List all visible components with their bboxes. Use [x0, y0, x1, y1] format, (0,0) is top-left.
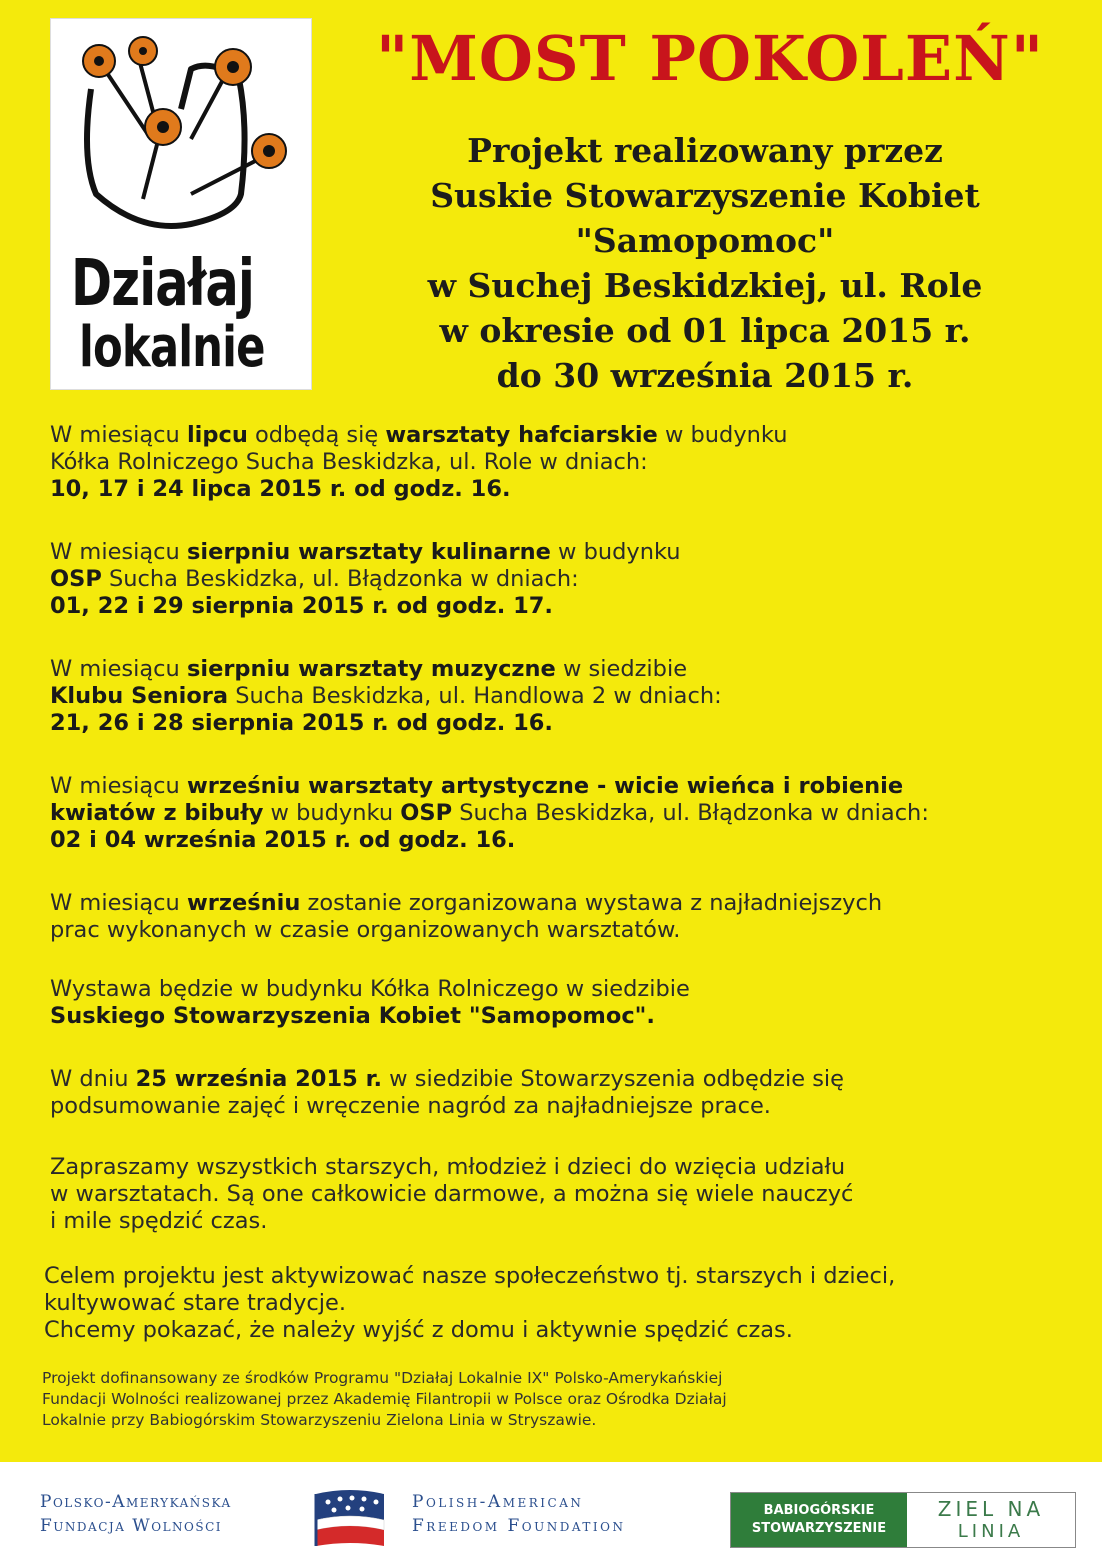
paragraph-line: kultywować stare tradycje. [44, 1290, 347, 1316]
intro-line: w okresie od 01 lipca 2015 r. [439, 311, 971, 350]
paragraph-line: Kółka Rolniczego Sucha Beskidzka, ul. Role w dniach: [50, 449, 648, 475]
paragraph-line: 01, 22 i 29 sierpnia 2015 r. od godz. 17. [50, 593, 553, 619]
paragraph-art-workshop [50, 773, 1080, 854]
logo-text-line1: Działaj [71, 247, 255, 321]
pafw-english-name [412, 1490, 625, 1538]
paragraph-line: Chcemy pokazać, że należy wyjść z domu i aktywnie spędzić czas. [44, 1317, 793, 1343]
pafw-pl-line: Fundacja Wolności [40, 1516, 223, 1536]
sponsor-footer [0, 1462, 1102, 1566]
paragraph-line: prac wykonanych w czasie organizowanych warsztatów. [50, 917, 681, 943]
paragraph-line: Zapraszamy wszystkich starszych, młodzież i dzieci do wzięcia udziału [50, 1154, 846, 1180]
intro-line: w Suchej Beskidzkiej, ul. Role [427, 266, 983, 305]
zl-word: ZIEL NA [937, 1497, 1045, 1521]
paragraph-invitation [50, 1154, 1080, 1235]
paragraph-line: w warsztatach. Są one całkowicie darmowe, a można się wiele nauczyć [50, 1181, 854, 1207]
paragraph-exhibition [50, 890, 1080, 944]
paragraph-line: 02 i 04 września 2015 r. od godz. 16. [50, 827, 516, 853]
intro-line: Projekt realizowany przez [467, 131, 943, 170]
zl-word: LINIA [957, 1521, 1025, 1542]
pafw-polish-name [40, 1490, 232, 1538]
dzialaj-lokalnie-logo [50, 18, 312, 390]
pafw-flag-icon [310, 1484, 390, 1554]
pafw-en-line: Freedom Foundation [412, 1516, 626, 1536]
paragraph-line: Suskiego Stowarzyszenia Kobiet "Samopomoc". [50, 1003, 655, 1029]
logo-text-line2: lokalnie [79, 315, 265, 380]
paragraph-line: podsumowanie zajęć i wręczenie nagród za najładniejsze prace. [50, 1093, 771, 1119]
project-intro [360, 128, 1050, 398]
intro-line: do 30 września 2015 r. [496, 356, 914, 395]
paragraph-line: W miesiącu wrześniu zostanie zorganizowana wystawa z najładniejszych [50, 890, 883, 916]
paragraph-line: Klubu Seniora Sucha Beskidzka, ul. Handlowa 2 w dniach: [50, 683, 722, 709]
funding-line: Fundacji Wolności realizowanej przez Akademię Filantropii w Polsce oraz Ośrodka Działaj [42, 1390, 727, 1408]
paragraph-line: W miesiącu lipcu odbędą się warsztaty hafciarskie w budynku [50, 422, 788, 448]
zl-line: STOWARZYSZENIE [751, 1521, 887, 1536]
paragraph-line: 21, 26 i 28 sierpnia 2015 r. od godz. 16. [50, 710, 553, 736]
paragraph-line: W miesiącu sierpniu warsztaty muzyczne w siedzibie [50, 656, 688, 682]
poster-title: "MOST POKOLEŃ" [375, 22, 1045, 95]
paragraph-culinary-workshop [50, 539, 1080, 620]
zielona-linia-org-name [731, 1493, 907, 1547]
paragraph-line: W miesiącu sierpniu warsztaty kulinarne w budynku [50, 539, 681, 565]
paragraph-line: 10, 17 i 24 lipca 2015 r. od godz. 16. [50, 476, 511, 502]
paragraph-music-workshop [50, 656, 1080, 737]
funding-line: Projekt dofinansowany ze środków Programu "Działaj Lokalnie IX" Polsko-Amerykańskiej [42, 1369, 723, 1387]
zielona-linia-logo [730, 1492, 1076, 1548]
paragraph-line: i mile spędzić czas. [50, 1208, 268, 1234]
funding-line: Lokalnie przy Babiogórskim Stowarzyszeniu Zielona Linia w Stryszawie. [42, 1411, 597, 1429]
paragraph-exhibition-location [50, 976, 1080, 1030]
paragraph-line: kwiatów z bibuły w budynku OSP Sucha Beskidzka, ul. Błądzonka w dniach: [50, 800, 929, 826]
paragraph-summary-event [50, 1066, 1080, 1120]
zielona-linia-wordmark [907, 1493, 1075, 1547]
intro-line: "Samopomoc" [575, 221, 835, 260]
pafw-en-line: Polish-American [412, 1492, 584, 1512]
intro-line: Suskie Stowarzyszenie Kobiet [430, 176, 980, 215]
paragraph-project-goal [44, 1263, 1074, 1344]
paragraph-line: W dniu 25 września 2015 r. w siedzibie Stowarzyszenia odbędzie się [50, 1066, 845, 1092]
paragraph-line: OSP Sucha Beskidzka, ul. Błądzonka w dniach: [50, 566, 579, 592]
funding-note [42, 1368, 1072, 1431]
paragraph-july-workshop [50, 422, 1080, 503]
zl-line: BABIOGÓRSKIE [763, 1503, 875, 1518]
paragraph-line: Celem projektu jest aktywizować nasze społeczeństwo tj. starszych i dzieci, [44, 1263, 896, 1289]
paragraph-line: W miesiącu wrześniu warsztaty artystyczne - wicie wieńca i robienie [50, 773, 904, 799]
paragraph-line: Wystawa będzie w budynku Kółka Rolniczego w siedzibie [50, 976, 690, 1002]
pafw-pl-line: Polsko-Amerykańska [40, 1492, 232, 1512]
